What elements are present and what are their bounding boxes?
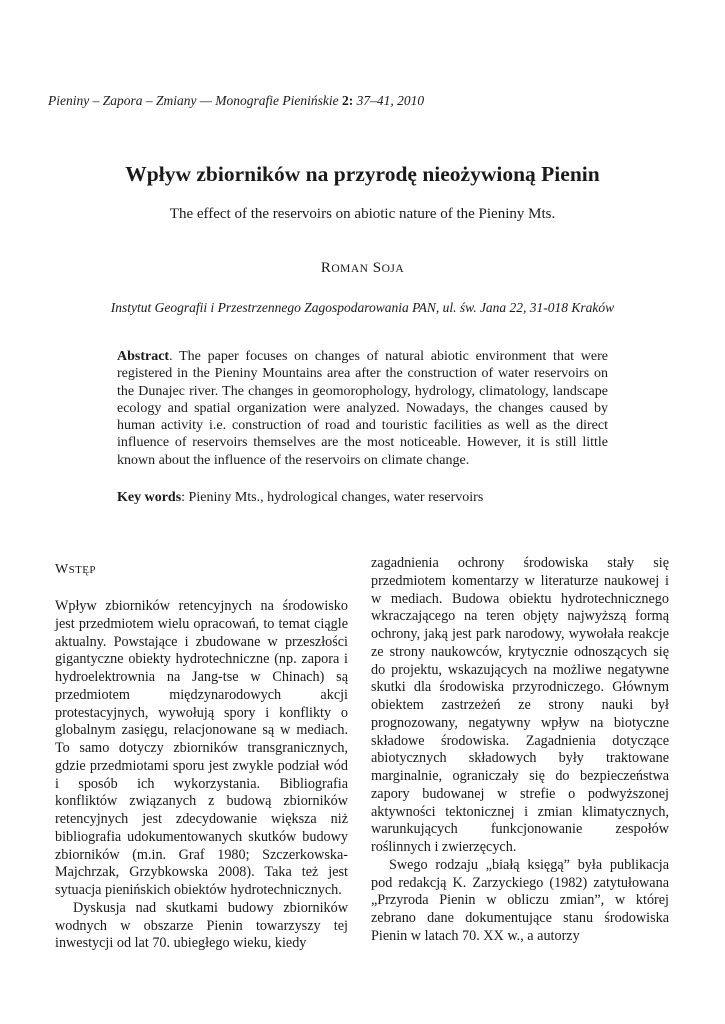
journal-volume: 2: (341, 93, 354, 108)
journal-header (48, 93, 424, 109)
journal-name: Pieniny – Zapora – Zmiany — Monografie Pienińskie (48, 93, 339, 108)
body-paragraph: Wpływ zbiorników retencyjnych na środowisko jest przedmiotem wielu opracowań, to temat ciągle aktualny. Powstające i zbudowane w przeszłości gigantyczne obiekty hydrotechniczne (np. zapora i hydroelektrownia na Jang-tse w Chinach) są przedmiotem międzynarodowych akcji protestacyjnych, wywołują spory i konflikty o globalnym zasięgu, relacjonowane są w mediach. To samo dotyczy zbiorników transgranicznych, gdzie przedmiotami sporu jest zwykle podział wód i sposób ich wykorzystania. Bibliografia konfliktów związanych z budową zbiorników retencyjnych jest zdecydowanie większa niż bibliografia udokumentowanych skutków budowy zbiorników (m.in. Graf 1980; Szczerkowska-Majchrzak, Grzybkowska 2008). Taka też jest sytuacja pienińskich obiektów hydrotechnicznych. (55, 598, 348, 898)
body-paragraph: Dyskusja nad skutkami budowy zbiorników wodnych w obszarze Pienin towarzyszy tej inwestycji od lat 70. ubiegłego wieku, kiedy (55, 899, 348, 952)
keywords-label: Key words (117, 490, 182, 505)
body-paragraph: zagadnienia ochrony środowiska stały się przedmiotem komentarzy w literaturze naukowej i w mediach. Budowa obiektu hydrotechnicznego wkraczającego na teren objęty najwyższą formą ochrony, jaką jest park narodowy, wywołała reakcje ze strony naukowców, krytycznie odnoszących się do projektu, wskazujących na możliwe negatywne skutki dla środowiska przyrodniczego. Głównym obiektem zastrzeżeń ze strony nauki był prognozowany, negatywny wpływ na biotyczne składowe środowiska. Zagadnienia dotyczące abiotycznych składowych były traktowane marginalnie, ograniczały się do bezpieczeństwa zapory budowanej w strefie o podwyższonej aktywności tektonicznej i zmian klimatycznych, warunkujących funkcjonowanie zespołów roślinnych i zwierzęcych. (371, 555, 669, 855)
author-name: ROMAN SOJA (320, 260, 405, 276)
abstract-text: . The paper focuses on changes of natural abiotic environment that were registered in the Pieniny Mountains area after the construction of water reservoirs on the Dunajec river. The changes in geomorophology, hydrology, climatology, landscape ecology and spatial organization were analyzed. Nowadays, the changes caused by human activity i.e. construction of road and touristic facilities as well as the direct influence of reservoirs themselves are the most noticeable. However, it is still little known about the influence of the reservoirs on climate change. (117, 349, 608, 468)
abstract (117, 348, 608, 469)
author-affiliation: Instytut Geografii i Przestrzennego Zagospodarowania PAN, ul. św. Jana 22, 31-018 Kraków (110, 300, 615, 315)
body-column-right (371, 555, 669, 946)
keywords-text: : Pieniny Mts., hydrological changes, water reservoirs (181, 490, 484, 505)
keywords (117, 490, 617, 506)
article-subtitle: The effect of the reservoirs on abiotic nature of the Pieniny Mts. (169, 206, 556, 222)
abstract-label: Abstract (117, 349, 170, 364)
journal-pages: 37–41, 2010 (356, 93, 425, 108)
section-heading: WSTĘP (55, 562, 96, 577)
body-column-left (55, 598, 348, 953)
article-title: Wpływ zbiorników na przyrodę nieożywioną Pienin (125, 162, 600, 186)
body-paragraph: Swego rodzaju „białą księgą” była publikacja pod redakcją K. Zarzyckiego (1982) zatytułowana „Przyroda Pienin w obliczu zmian”, w której zebrano dane dokumentujące stanu środowiska Pienin w latach 70. XX w., a autorzy (371, 856, 669, 944)
